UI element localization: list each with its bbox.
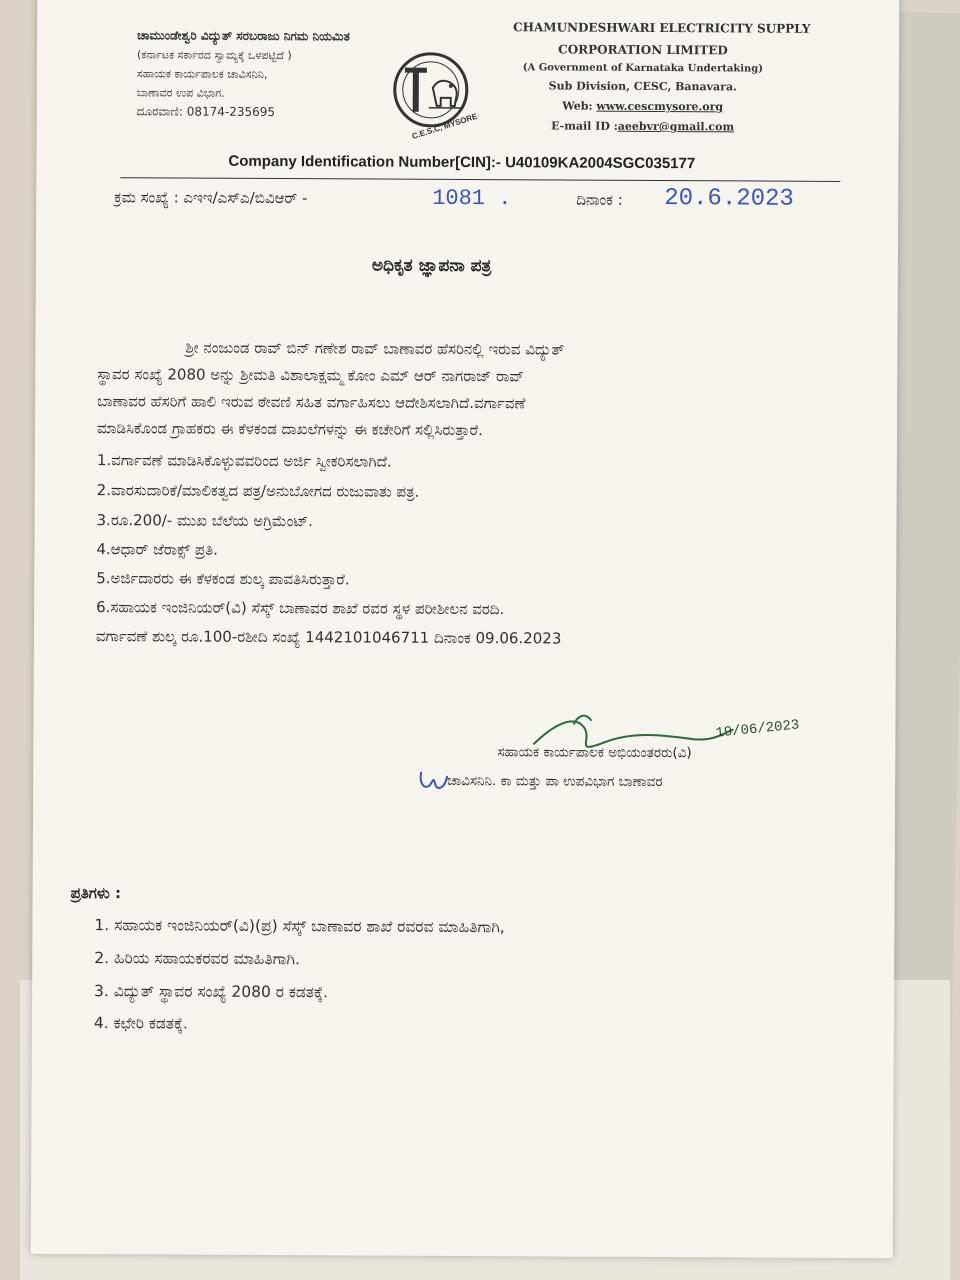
list-item: 6.ಸಹಾಯಕ ಇಂಜಿನಿಯರ್(ವಿ) ಸೆಸ್ಕ್ ಬಾಣಾವರ ಶಾಖೆ ರವರ ಸ್ಥಳ ಪರೀಶೀಲನ ವರದಿ.	[96, 598, 505, 619]
list-item: 1.ವರ್ಗಾವಣೆ ಮಾಡಿಸಿಕೊಳ್ಳುವವರಿಂದ ಅರ್ಜಿ ಸ್ವೀಕರಿಸಲಾಗಿದೆ.	[96, 451, 392, 471]
header-left-org: ಚಾಮುಂಡೇಶ್ವರಿ ವಿದ್ಯುತ್ ಸರಬರಾಜು ನಿಗಮ ನಿಯಮಿತ	[137, 28, 350, 44]
email-label: E-mail ID :	[551, 119, 618, 133]
cesc-logo	[389, 50, 479, 142]
header-right-gov-note: (A Government of Karnataka Undertaking)	[522, 62, 764, 75]
header-right-subdivision: Sub Division, CESC, Banavara.	[548, 79, 737, 94]
list-item: 3.ರೂ.200/- ಮುಖ ಬೆಲೆಯ ಅಗ್ರಿಮೆಂಟ್.	[96, 511, 313, 531]
header-right-block	[513, 16, 811, 137]
date-label: ದಿನಾಂಕ :	[576, 190, 623, 209]
initials-mark	[417, 768, 451, 794]
copies-label: ಪ್ರತಿಗಳು :	[70, 883, 122, 903]
letter-sheet	[31, 0, 900, 1258]
document-title: ಅಧಿಕೃತ ಜ್ಞಾಪನಾ ಪತ್ರ	[371, 255, 492, 277]
copy-item: 2. ಹಿರಿಯ ಸಹಾಯಕರವರ ಮಾಹಿತಿಗಾಗಿ.	[94, 949, 301, 969]
header-right-name-1: CHAMUNDESHWARI ELECTRICITY SUPPLY	[513, 20, 811, 36]
header-left-subdivision: ಬಾಣಾವರ ಉಪ ವಿಭಾಗ.	[136, 86, 225, 100]
body-line-2: ಸ್ಥಾವರ ಸಂಖ್ಯೆ 2080 ಅನ್ನು ಶ್ರೀಮತಿ ವಿಶಾಲಾಕ್ಷಮ್ಮ ಕೋಂ ಎಮ್ ಆರ್ ನಾಗರಾಜ್ ರಾವ್	[97, 365, 524, 386]
logo-text: C.E.S.C, MYSORE	[410, 111, 479, 142]
header-divider	[120, 177, 840, 182]
list-item: 5.ಅರ್ಜಿದಾರರು ಈ ಕೆಳಕಂಡ ಶುಲ್ಕ ಪಾವತಿಸಿರುತ್ತಾರೆ.	[96, 569, 350, 589]
header-left-gov-note: (ಕರ್ನಾಟಕ ಸರ್ಕಾರದ ಸ್ವಾಮ್ಯಕ್ಕೆ ಒಳಪಟ್ಟಿದೆ )	[136, 48, 292, 63]
fee-receipt-line: ವರ್ಗಾವಣೆ ಶುಲ್ಕ ರೂ.100-ರಶೀದಿ ಸಂಖ್ಯೆ 1442101046711 ದಿನಾಂಕ 09.06.2023	[95, 627, 562, 648]
header-left-phone: ದೂರವಾಣಿ: 08174-235695	[136, 104, 276, 119]
signature-date: 19/06/2023	[714, 717, 801, 742]
header-right-email	[513, 116, 773, 137]
copy-item: 4. ಕಛೇರಿ ಕಡತಕ್ಕೆ.	[93, 1014, 189, 1033]
header-left-office: ಸಹಾಯಕ ಕಾರ್ಯಪಾಲಕ ಚಾವಿಸನಿನಿ,	[136, 67, 268, 81]
signature-designation: ಸಹಾಯಕ ಕಾರ್ಯಪಾಲಕ ಅಭಿಯಂತರರು(ವಿ)	[497, 744, 692, 762]
cin-line: Company Identification Number[CIN]:- U40109KA2004SGC035177	[228, 152, 696, 173]
header-right-name-2: CORPORATION LIMITED	[558, 42, 728, 58]
header-right-web	[513, 96, 773, 117]
ref-label: ಕ್ರಮ ಸಂಖ್ಯೆ : ಎಇಇ/ಎಸ್ಎ/ಬಿವಿಆರ್ -	[114, 188, 308, 208]
ref-number: 1081 .	[432, 185, 512, 212]
header-left-block	[137, 26, 350, 122]
web-link[interactable]: www.cescmysore.org	[596, 99, 724, 114]
body-line-3: ಬಾಣಾವರ ಹೆಸರಿಗೆ ಹಾಲಿ ಇರುವ ಠೇವಣಿ ಸಹಿತ ವರ್ಗಾಹಿಸಲು ಆದೇಶಿಸಲಾಗಿದೆ.ವರ್ಗಾವಣೆ	[97, 392, 526, 413]
web-label: Web:	[562, 99, 593, 113]
body-line-4: ಮಾಡಿಸಿಕೊಂಡ ಗ್ರಾಹಕರು ಈ ಕೆಳಕಂಡ ದಾಖಲೆಗಳನ್ನು ಈ ಕಚೇರಿಗೆ ಸಲ್ಲಿಸಿರುತ್ತಾರೆ.	[96, 419, 483, 440]
body-line-1: ಶ್ರೀ ನಂಜುಂಡ ರಾವ್ ಬಿನ್ ಗಣೇಶ ರಾವ್ ಬಾಣಾವರ ಹೆಸರಿನಲ್ಲಿ ಇರುವ ವಿದ್ಯುತ್	[185, 338, 565, 359]
date-value: 20.6.2023	[664, 185, 794, 213]
copy-item: 3. ವಿದ್ಯುತ್ ಸ್ಥಾವರ ಸಂಖ್ಯೆ 2080 ರ ಕಡತಕ್ಕೆ.	[94, 982, 329, 1002]
list-item: 4.ಆಧಾರ್ ಜೆರಾಕ್ಸ್ ಪ್ರತಿ.	[96, 540, 218, 559]
email-link[interactable]: aeebvr@gmail.com	[617, 119, 735, 134]
signature-office: ಚಾವಿಸನಿನಿ. ಕಾ ಮತ್ತು ಪಾ ಉಪವಿಭಾಗ ಬಾಣಾವರ	[447, 772, 663, 791]
copy-item: 1. ಸಹಾಯಕ ಇಂಜಿನಿಯರ್(ವಿ)(ಪ್ರ) ಸೆಸ್ಕ್ ಬಾಣಾವರ ಶಾಖೆ ರವರವ ಮಾಹಿತಿಗಾಗಿ,	[94, 916, 505, 937]
list-item: 2.ವಾರಸುದಾರಿಕೆ/ಮಾಲಿಕತ್ವದ ಪತ್ರ/ಅನುಬೋಗದ ರುಜುವಾತು ಪತ್ರ.	[96, 481, 420, 501]
